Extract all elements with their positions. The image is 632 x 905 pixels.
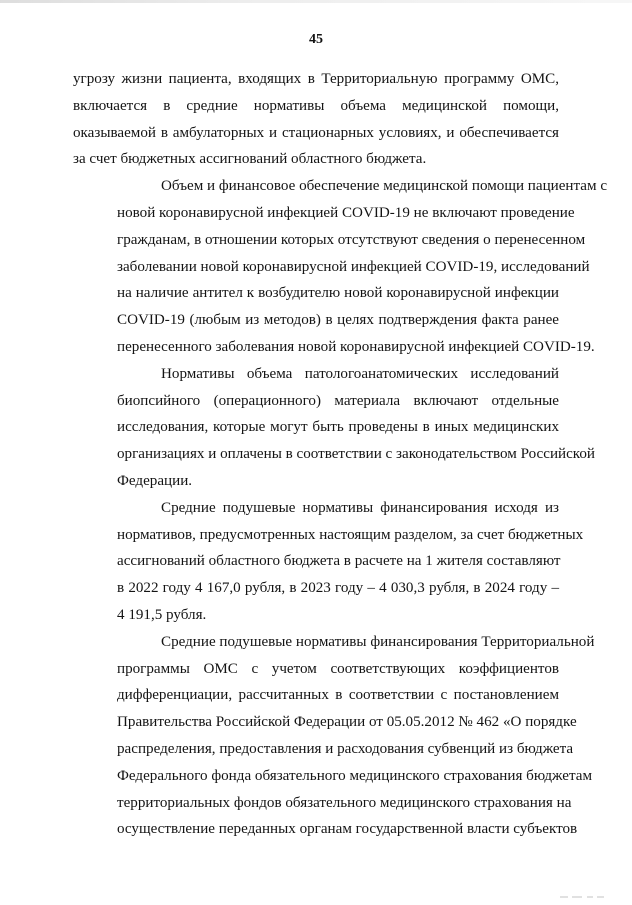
text-line: Средние подушевые нормативы финансирования исходя из <box>161 499 559 516</box>
text-line: осуществление переданных органам государственной власти субъектов <box>117 821 578 838</box>
text-line: территориальных фондов обязательного медицинского страхования на <box>117 794 572 811</box>
text-line: биопсийного (операционного) материала включают отдельные <box>117 392 559 409</box>
text-line: дифференциации, рассчитанных в соответствии с постановлением <box>117 687 559 704</box>
scan-artifact-mark <box>560 895 604 899</box>
page-number: 45 <box>309 32 323 47</box>
text-line: Федерального фонда обязательного медицинского страхования бюджетам <box>117 767 593 784</box>
paragraph-continued <box>73 66 559 173</box>
text-line: заболевании новой коронавирусной инфекцией COVID-19, исследований <box>117 258 590 275</box>
text-line: программы ОМС с учетом соответствующих коэффициентов <box>117 660 559 677</box>
paragraph-per-capita-budget <box>73 495 584 629</box>
text-line: в 2022 году 4 167,0 рубля, в 2023 году – 4 030,3 рубля, в 2024 году – <box>117 580 559 597</box>
paragraph-covid-exclusion <box>73 173 608 361</box>
text-line: Объем и финансовое обеспечение медицинской помощи пациентам с <box>161 178 608 195</box>
text-line: ассигнований областного бюджета в расчете на 1 жителя составляют <box>117 553 561 570</box>
text-line: новой коронавирусной инфекцией COVID-19 не включают проведение <box>117 204 575 221</box>
paragraph-pathology-norms <box>73 361 595 495</box>
text-line: оказываемой в амбулаторных и стационарных условиях, и обеспечивается <box>73 124 559 141</box>
text-line: гражданам, в отношении которых отсутствуют сведения о перенесенном <box>117 231 586 248</box>
document-body <box>73 66 608 843</box>
text-line: организациях и оплачены в соответствии с законодательством Российской <box>117 446 595 463</box>
text-line: угрозу жизни пациента, входящих в Территориальную программу ОМС, <box>73 71 559 87</box>
text-line: распределения, предоставления и расходования субвенций из бюджета <box>117 740 574 757</box>
text-line: включается в средние нормативы объема медицинской помощи, <box>73 97 559 114</box>
text-line: Нормативы объема патологоанатомических исследований <box>161 365 559 382</box>
text-line: нормативов, предусмотренных настоящим разделом, за счет бюджетных <box>117 526 584 543</box>
text-line: за счет бюджетных ассигнований областного бюджета. <box>73 151 427 168</box>
text-line: исследования, которые могут быть проведены в иных медицинских <box>117 419 559 436</box>
text-line: COVID-19 (любым из методов) в целях подтверждения факта ранее <box>117 312 559 329</box>
text-line: на наличие антител к возбудителю новой коронавирусной инфекции <box>117 285 559 302</box>
text-line: Федерации. <box>117 472 193 489</box>
text-line: Средние подушевые нормативы финансирования Территориальной <box>161 633 595 650</box>
text-line: перенесенного заболевания новой коронавирусной инфекцией COVID-19. <box>117 338 595 355</box>
scan-top-edge <box>0 0 632 3</box>
text-line: Правительства Российской Федерации от 05.05.2012 № 462 «О порядке <box>117 714 577 731</box>
paragraph-per-capita-oms <box>73 629 595 843</box>
text-line: 4 191,5 рубля. <box>117 606 207 623</box>
